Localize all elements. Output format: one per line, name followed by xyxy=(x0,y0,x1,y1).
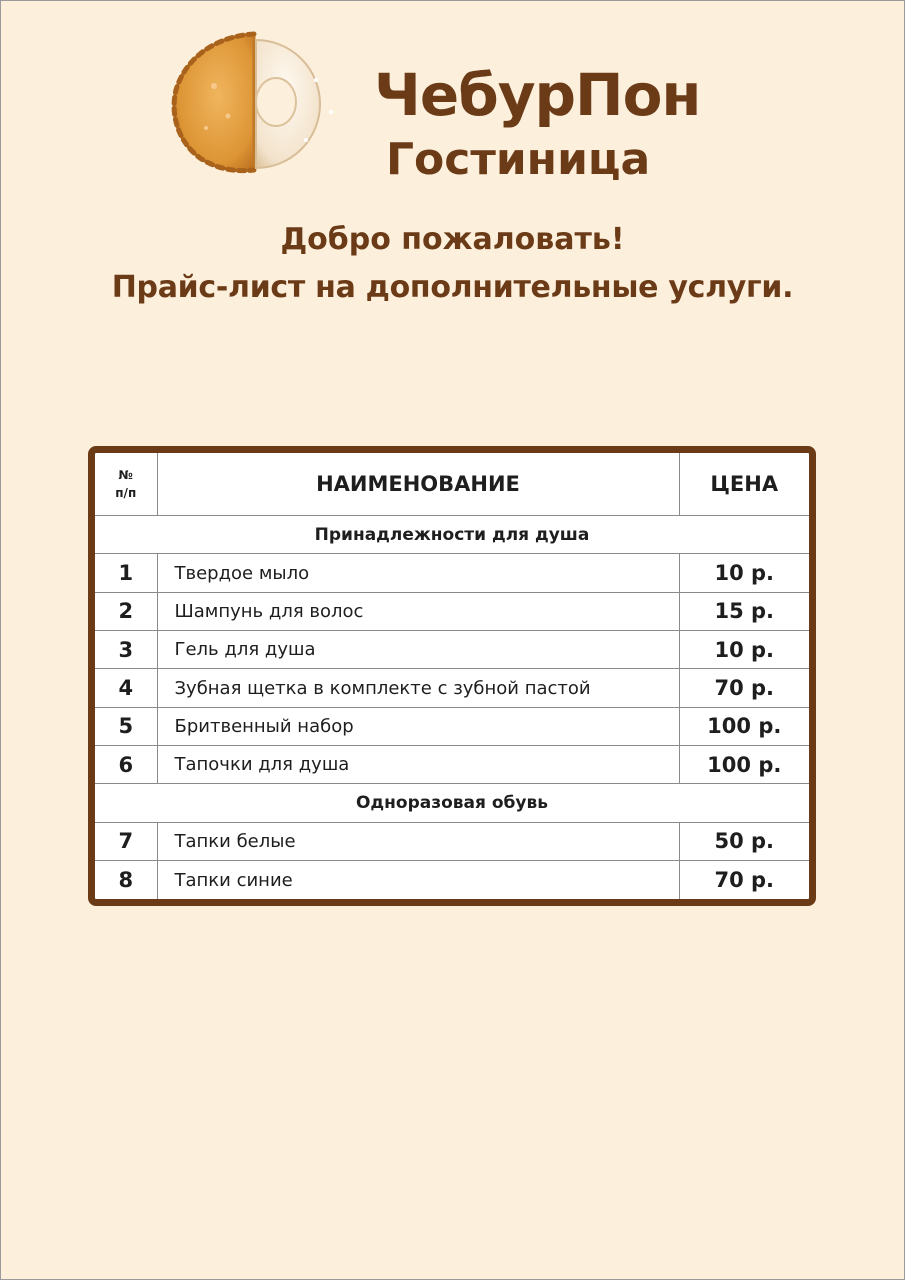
row-num: 7 xyxy=(95,822,157,860)
row-price: 70 р. xyxy=(679,669,809,707)
section-row xyxy=(95,784,809,822)
row-num: 4 xyxy=(95,669,157,707)
price-table xyxy=(95,453,809,899)
brand-subtitle: Гостиница xyxy=(386,134,651,185)
row-num: 1 xyxy=(95,554,157,592)
row-num: 6 xyxy=(95,746,157,784)
row-num: 3 xyxy=(95,631,157,669)
cheburek-icon xyxy=(174,34,254,171)
row-num: 5 xyxy=(95,707,157,745)
row-name: Тапки белые xyxy=(157,822,679,860)
row-price: 70 р. xyxy=(679,861,809,899)
table-row xyxy=(95,861,809,899)
row-price: 15 р. xyxy=(679,592,809,630)
brand-name: ЧебурПон xyxy=(374,61,701,129)
donut-icon xyxy=(256,40,333,168)
row-name: Шампунь для волос xyxy=(157,592,679,630)
row-name: Тапочки для душа xyxy=(157,746,679,784)
table-header-row xyxy=(95,453,809,516)
header-price: ЦЕНА xyxy=(679,453,809,516)
header-num-line1: № xyxy=(118,468,133,483)
row-price: 10 р. xyxy=(679,554,809,592)
section-row xyxy=(95,516,809,554)
table-row xyxy=(95,631,809,669)
welcome-heading: Добро пожаловать! xyxy=(280,222,625,257)
row-price: 50 р. xyxy=(679,822,809,860)
row-num: 8 xyxy=(95,861,157,899)
table-row xyxy=(95,592,809,630)
section-title: Одноразовая обувь xyxy=(95,784,809,822)
table-row xyxy=(95,707,809,745)
row-name: Бритвенный набор xyxy=(157,707,679,745)
pricelist-title: Прайс-лист на дополнительные услуги. xyxy=(111,270,794,305)
table-row xyxy=(95,554,809,592)
logo-emblem xyxy=(166,30,358,174)
row-name: Гель для душа xyxy=(157,631,679,669)
row-name: Тапки синие xyxy=(157,861,679,899)
row-price: 100 р. xyxy=(679,707,809,745)
row-price: 10 р. xyxy=(679,631,809,669)
header-num-line2: п/п xyxy=(115,486,137,501)
row-name: Твердое мыло xyxy=(157,554,679,592)
section-title: Принадлежности для душа xyxy=(95,516,809,554)
header-name: НАИМЕНОВАНИЕ xyxy=(157,453,679,516)
table-row xyxy=(95,822,809,860)
row-num: 2 xyxy=(95,592,157,630)
row-price: 100 р. xyxy=(679,746,809,784)
header-num xyxy=(95,453,157,516)
row-name: Зубная щетка в комплекте с зубной пастой xyxy=(157,669,679,707)
price-table-frame xyxy=(88,446,816,906)
table-row xyxy=(95,746,809,784)
table-row xyxy=(95,669,809,707)
